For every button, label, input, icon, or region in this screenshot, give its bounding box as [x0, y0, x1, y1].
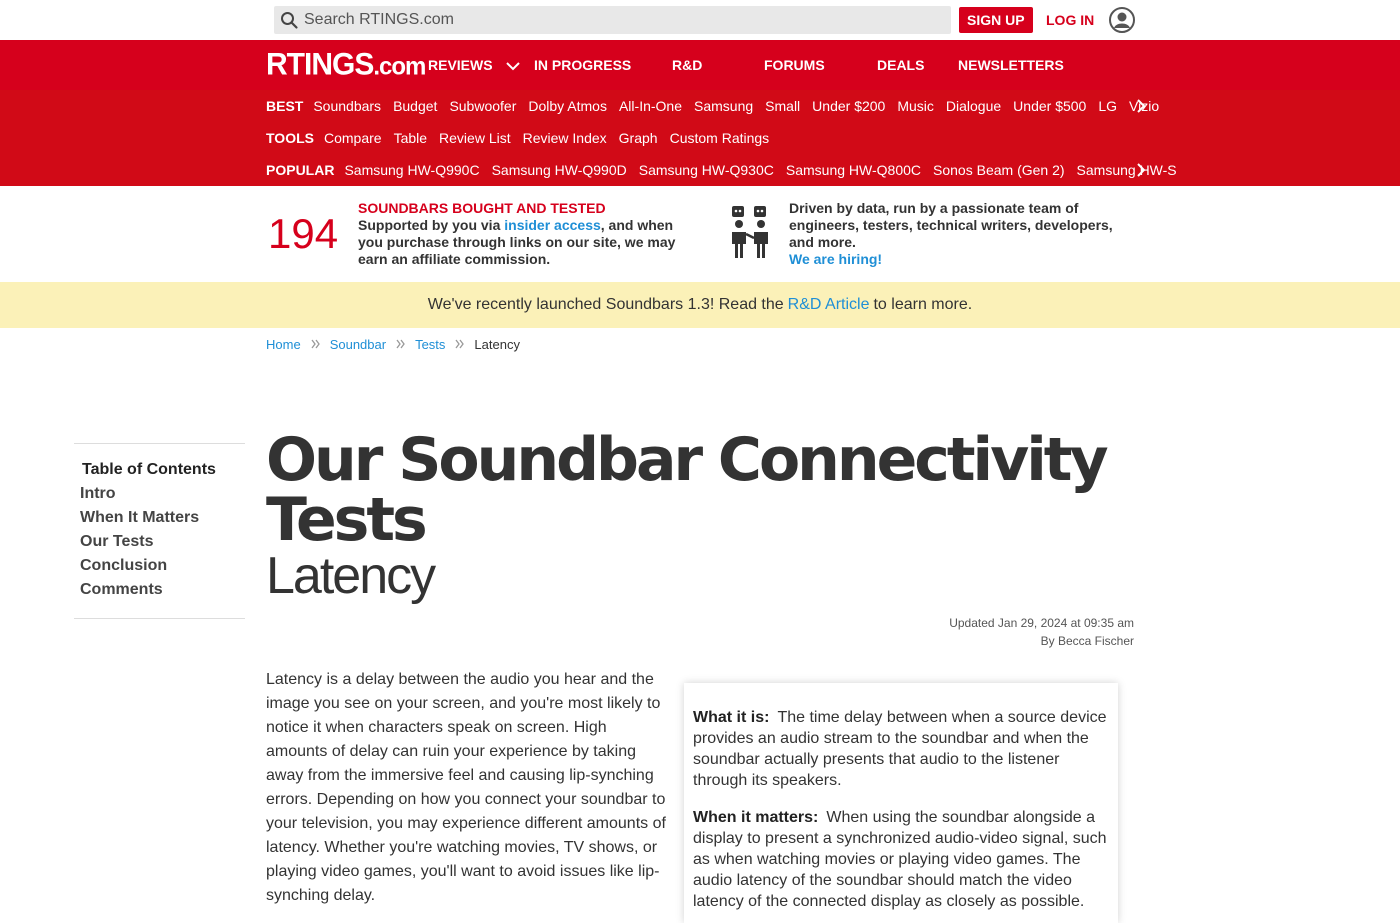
hiring-link[interactable]: We are hiring! — [789, 251, 883, 267]
top-bar — [0, 0, 1400, 40]
page-title: Our Soundbar Connectivity Tests — [266, 425, 1106, 555]
nav-deals[interactable]: DEALS — [877, 57, 925, 73]
best-link[interactable]: LG — [1098, 98, 1118, 114]
breadcrumb — [266, 336, 520, 352]
best-link[interactable]: Dolby Atmos — [528, 98, 607, 114]
announcement-text-after: to learn more. — [873, 296, 973, 313]
log-in-link[interactable]: LOG IN — [1046, 12, 1095, 28]
nav-rnd[interactable]: R&D — [672, 57, 703, 73]
main-nav — [0, 40, 1400, 90]
nav-reviews[interactable] — [428, 40, 520, 90]
tools-link[interactable]: Table — [393, 130, 428, 146]
support-text-before: Supported by you via — [358, 217, 505, 233]
when-it-matters-text: When using the soundbar alongside a display to present a synchronized audio-video signal, such as when watching movies or playing video games. The audio latency of the soundbar should match the video latency of the connected display as closely as possible. — [693, 809, 1107, 910]
when-it-matters — [693, 807, 1109, 912]
nav-in-progress[interactable]: IN PROGRESS — [534, 57, 632, 73]
double-chevron-icon — [311, 339, 320, 349]
nav-forums[interactable]: FORUMS — [764, 57, 825, 73]
popular-link[interactable]: Sonos Beam (Gen 2) — [933, 162, 1065, 178]
chevron-down-icon — [506, 41, 520, 91]
toc-title: Table of Contents — [82, 461, 216, 478]
best-link[interactable]: Small — [765, 98, 801, 114]
team-icon — [728, 206, 774, 260]
tested-heading: SOUNDBARS BOUGHT AND TESTED — [358, 200, 606, 216]
announcement-text-before: We've recently launched Soundbars 1.3! Read the — [427, 296, 784, 313]
popular-link[interactable]: Samsung HW-Q930C — [638, 162, 774, 178]
toc-item-our-tests[interactable]: Our Tests — [80, 533, 154, 550]
what-it-is-label: What it is: — [693, 709, 770, 726]
account-icon[interactable] — [1108, 6, 1136, 34]
what-it-is — [693, 707, 1109, 791]
best-link[interactable]: Under $500 — [1013, 98, 1087, 114]
popular-link[interactable]: Samsung HW-S — [1076, 162, 1177, 178]
nav-newsletters[interactable]: NEWSLETTERS — [958, 57, 1064, 73]
toc-item-when-it-matters[interactable]: When It Matters — [80, 509, 200, 526]
toc-item-conclusion[interactable]: Conclusion — [80, 557, 168, 574]
tools-link[interactable]: Review List — [439, 130, 511, 146]
breadcrumb-current: Latency — [474, 336, 520, 352]
when-it-matters-label: When it matters: — [693, 809, 819, 826]
table-of-contents — [74, 443, 245, 619]
page-subtitle: Latency — [266, 547, 435, 605]
stats-band — [0, 186, 1400, 282]
search-box[interactable] — [274, 6, 951, 34]
best-link[interactable]: Music — [897, 98, 934, 114]
author-byline[interactable]: By Becca Fischer — [1040, 634, 1134, 648]
breadcrumb-tests[interactable]: Tests — [415, 336, 446, 352]
best-link[interactable]: Under $200 — [812, 98, 886, 114]
toc-item-intro[interactable]: Intro — [80, 485, 116, 502]
best-link[interactable]: Budget — [393, 98, 438, 114]
support-text-after: , and when you purchase through links on our site, we may earn an affiliate commission. — [358, 217, 676, 267]
site-logo[interactable] — [266, 48, 425, 84]
best-row — [266, 90, 1160, 122]
search-input[interactable] — [304, 11, 904, 29]
best-link[interactable]: Vizio — [1129, 98, 1160, 114]
best-link[interactable]: Samsung — [694, 98, 754, 114]
intro-paragraph: Latency is a delay between the audio you hear and the image you see on your screen, and you're most likely to notice it when characters speak on screen. High amounts of delay can ruin your experience by taking away from the immersive feel and causing lip-synching errors. Depending on how you connect your soundbar to your television, you may experience different amounts of latency. Whether you're watching movies, TV shows, or playing video games, you'll want to avoid issues like lip-synching delay. — [266, 671, 666, 904]
tools-link[interactable]: Custom Ratings — [669, 130, 770, 146]
logo-suffix: .com — [373, 52, 426, 81]
nav-reviews-label: REVIEWS — [428, 57, 493, 73]
popular-label: POPULAR — [266, 162, 335, 178]
popular-link[interactable]: Samsung HW-Q990C — [344, 162, 480, 178]
insider-access-link[interactable]: insider access — [504, 217, 601, 233]
chevron-right-icon[interactable] — [1136, 154, 1148, 186]
what-it-is-text: The time delay between when a source device provides an audio stream to the soundbar and when the soundbar actually presents that audio to the listener through its speakers. — [693, 709, 1107, 789]
best-link[interactable]: All-In-One — [618, 98, 682, 114]
popular-link[interactable]: Samsung HW-Q800C — [785, 162, 922, 178]
sign-up-button[interactable]: SIGN UP — [959, 7, 1033, 33]
tools-link[interactable]: Compare — [323, 130, 382, 146]
tools-label: TOOLS — [266, 130, 314, 146]
popular-row — [266, 154, 1177, 186]
info-box — [684, 683, 1118, 923]
breadcrumb-home[interactable]: Home — [266, 336, 301, 352]
popular-link[interactable]: Samsung HW-Q990D — [491, 162, 627, 178]
rnd-article-link[interactable]: R&D Article — [787, 296, 870, 313]
team-description: Driven by data, run by a passionate team of engineers, testers, technical writers, developers, and more. — [789, 200, 1113, 250]
tools-row — [266, 122, 1136, 154]
search-icon[interactable] — [274, 11, 304, 29]
tools-link[interactable]: Graph — [618, 130, 658, 146]
team-text — [789, 200, 1139, 268]
tools-link[interactable]: Review Index — [522, 130, 607, 146]
best-link[interactable]: Dialogue — [945, 98, 1002, 114]
toc-item-comments[interactable]: Comments — [80, 581, 163, 598]
double-chevron-icon — [396, 339, 405, 349]
double-chevron-icon — [455, 339, 464, 349]
tested-count: 194 — [268, 210, 339, 257]
logo-main: RTINGS — [266, 47, 374, 82]
announcement-banner — [0, 282, 1400, 328]
best-link[interactable]: Soundbars — [313, 98, 382, 114]
sub-nav — [0, 90, 1400, 186]
support-text — [358, 217, 678, 268]
best-label: BEST — [266, 98, 304, 114]
updated-date: Updated Jan 29, 2024 at 09:35 am — [949, 616, 1134, 630]
breadcrumb-soundbar[interactable]: Soundbar — [329, 336, 387, 352]
best-link[interactable]: Subwoofer — [449, 98, 517, 114]
chevron-right-icon[interactable] — [1136, 90, 1148, 122]
